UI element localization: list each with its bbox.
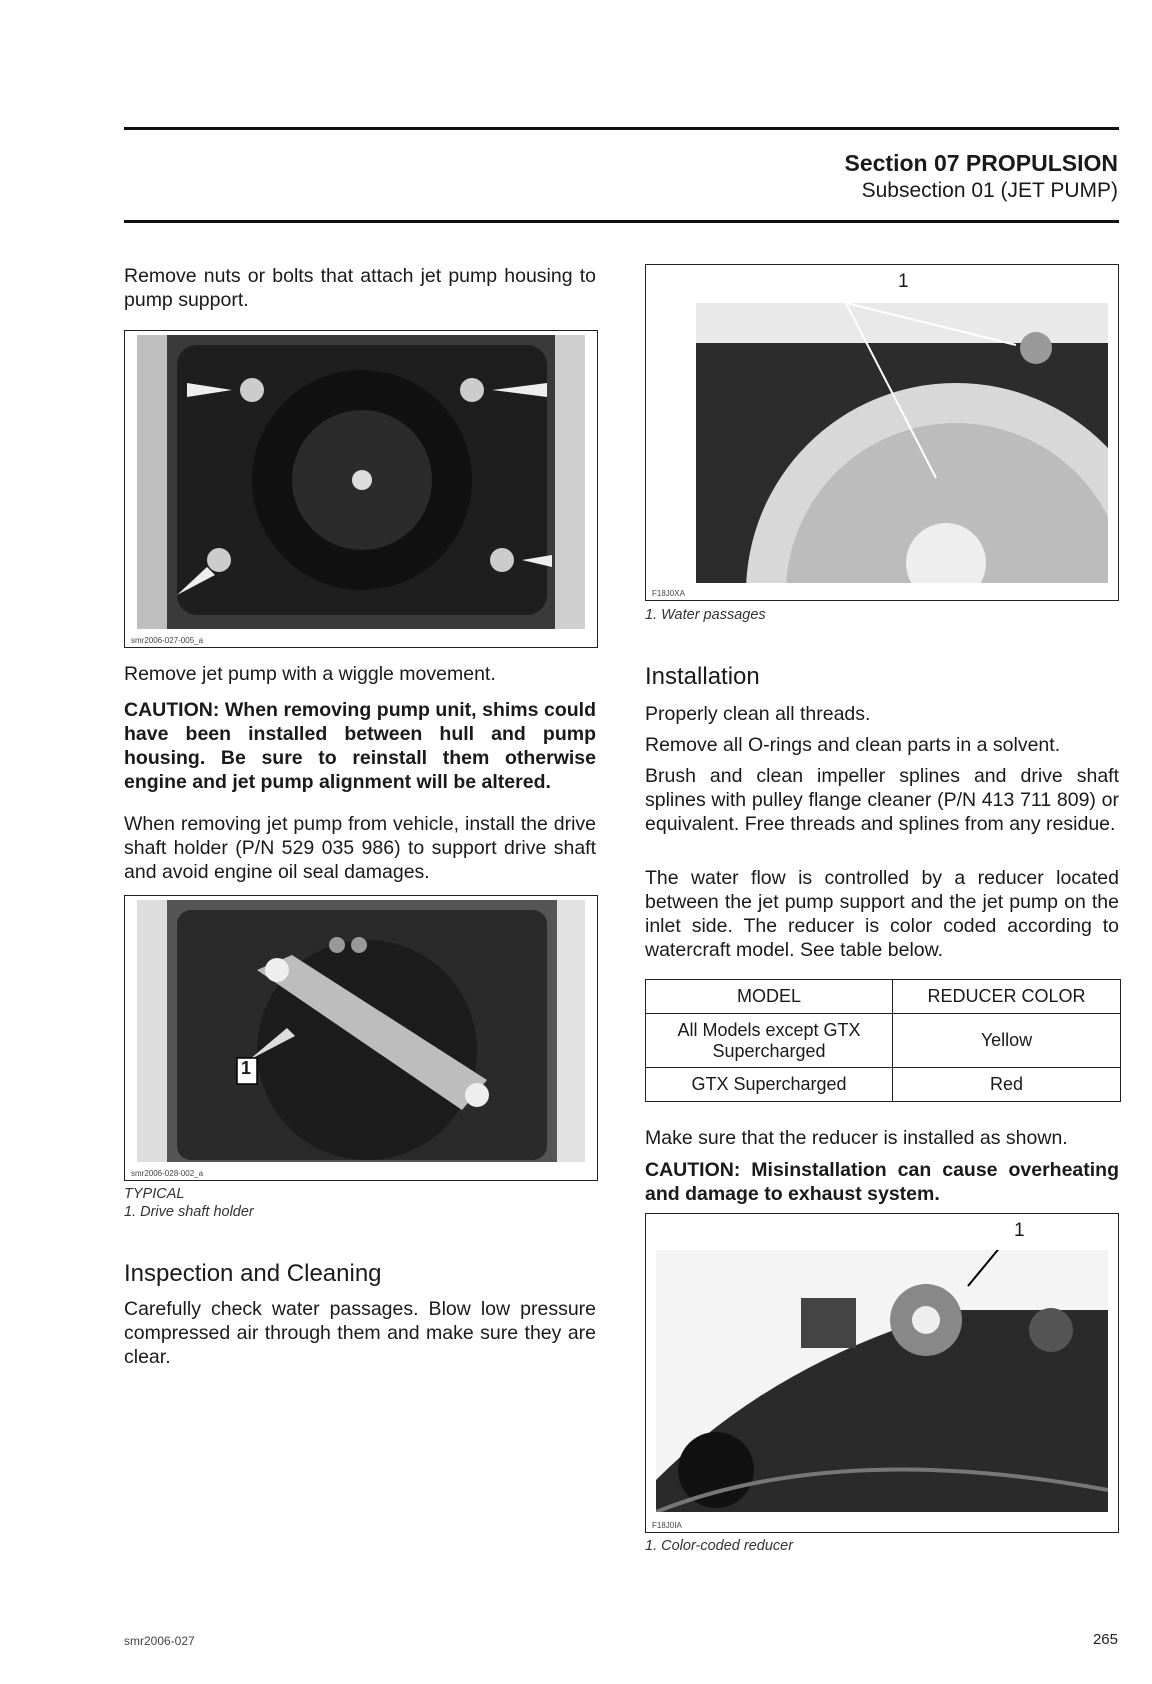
figure-code: F18J0XA: [652, 589, 685, 598]
heading-installation: Installation: [645, 663, 760, 690]
heading-inspection-cleaning: Inspection and Cleaning: [124, 1260, 382, 1287]
pump-housing-illustration: [137, 335, 585, 629]
reducer-color-table: [645, 979, 1121, 1102]
left-paragraph-1: [124, 264, 596, 312]
figure-code: smr2006-028-002_a: [131, 1169, 204, 1178]
table-cell-color: Red: [893, 1068, 1121, 1102]
table-row: [646, 1014, 1121, 1068]
caution-text: When removing pump unit, shims could have been installed between hull and pump housing. Be sure to reinstall them otherwise engine and jet pump alignment will be altered.: [124, 699, 596, 793]
photo-water-passages: [696, 303, 1108, 583]
caution-label: CAUTION:: [645, 1159, 741, 1181]
figure-callout-1: 1: [1014, 1220, 1025, 1241]
fig2-caption-title: TYPICAL: [124, 1186, 185, 1202]
drive-shaft-holder-illustration: [137, 900, 585, 1162]
table-header-reducer-color: REDUCER COLOR: [893, 980, 1121, 1014]
install-step-3: Brush and clean impeller splines and drive shaft splines with pulley flange cleaner (P/N 413 711 809) or equivalent. Free threads and splines from any residue.: [645, 765, 1119, 835]
inspection-text: Carefully check water passages. Blow low pressure compressed air through them and make sure they are clear.: [124, 1298, 596, 1368]
figure-color-coded-reducer: [645, 1213, 1119, 1533]
caution-shims: [124, 698, 596, 794]
caution-overheating: [645, 1158, 1119, 1206]
photo-reducer: [656, 1250, 1108, 1512]
reducer-illustration: [656, 1250, 1108, 1512]
remove-jet-pump-text: Remove jet pump with a wiggle movement.: [124, 663, 496, 685]
table-cell-model: All Models except GTX Supercharged: [646, 1014, 893, 1068]
header-rule-top: [124, 127, 1119, 130]
photo-pump-housing: [137, 335, 585, 629]
table-row: [646, 1068, 1121, 1102]
fig4-caption: 1. Color-coded reducer: [645, 1538, 794, 1554]
install-step-4: The water flow is controlled by a reducer located between the jet pump support and the jet pump on the inlet side. The reducer is color coded according to watercraft model. See table below.: [645, 867, 1119, 961]
remove-nuts-text: Remove nuts or bolts that attach jet pump housing to pump support.: [124, 265, 596, 311]
photo-drive-shaft-holder: [137, 900, 585, 1162]
table-cell-model: GTX Supercharged: [646, 1068, 893, 1102]
figure-drive-shaft-holder: [124, 895, 598, 1181]
fig3-caption: 1. Water passages: [645, 607, 766, 623]
water-passages-illustration: [696, 303, 1108, 583]
figure-water-passages: [645, 264, 1119, 601]
install-step-2: Remove all O-rings and clean parts in a solvent.: [645, 734, 1061, 756]
table-cell-color: Yellow: [893, 1014, 1121, 1068]
fig2-caption-item: 1. Drive shaft holder: [124, 1204, 254, 1220]
table-header-model: MODEL: [646, 980, 893, 1014]
caution-text: Misinstallation can cause overheating and damage to exhaust system.: [645, 1159, 1119, 1205]
caution-label: CAUTION:: [124, 699, 220, 721]
figure-pump-housing-bolts: [124, 330, 598, 648]
figure-code: smr2006-027-005_a: [131, 636, 204, 645]
figure-callout-1: 1: [241, 1058, 252, 1078]
figure-code: F18J0IA: [652, 1521, 682, 1530]
table-header-row: [646, 980, 1121, 1014]
footer-doc-code: smr2006-027: [124, 1634, 195, 1648]
install-step-1: Properly clean all threads.: [645, 703, 871, 725]
subsection-title: Subsection 01 (JET PUMP): [861, 179, 1118, 202]
reducer-install-note: Make sure that the reducer is installed as shown.: [645, 1127, 1068, 1149]
section-title: Section 07 PROPULSION: [844, 150, 1118, 176]
figure-callout-1: 1: [898, 271, 909, 292]
footer-page-number: 265: [1092, 1631, 1118, 1648]
drive-shaft-holder-text: When removing jet pump from vehicle, install the drive shaft holder (P/N 529 035 986) to support drive shaft and avoid engine oil seal damages.: [124, 813, 596, 883]
header-rule-bottom: [124, 220, 1119, 223]
